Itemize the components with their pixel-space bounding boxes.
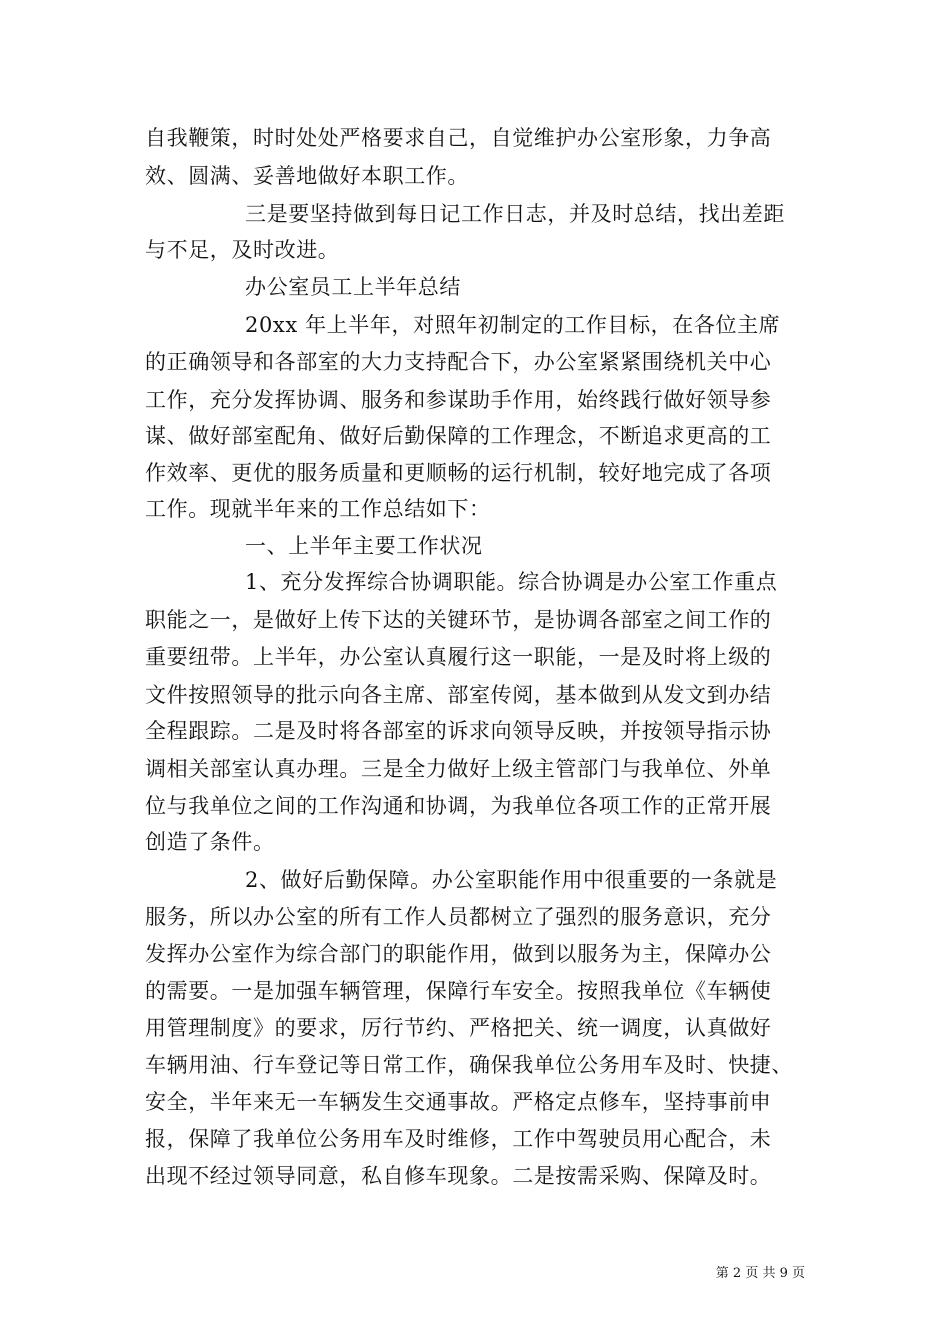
section-heading: 一、上半年主要工作状况 (245, 534, 483, 558)
text-line: 20xx 年上半年，对照年初制定的工作目标，在各位主席 (245, 313, 781, 337)
text-line: 作效率、更优的服务质量和更顺畅的运行机制，较好地完成了各项 (145, 461, 772, 485)
text-line: 工作。现就半年来的工作总结如下： (145, 497, 491, 521)
text-line: 出现不经过领导同意，私自修车现象。二是按需采购、保障及时。 (145, 1164, 772, 1188)
text-line: 谋、做好部室配角、做好后勤保障的工作理念，不断追求更高的工 (145, 424, 772, 448)
text-line: 的需要。一是加强车辆管理，保障行车安全。按照我单位《车辆使 (145, 979, 772, 1003)
text-line: 调相关部室认真办理。三是全力做好上级主管部门与我单位、外单 (145, 757, 772, 781)
text-line: 车辆用油、行车登记等日常工作，确保我单位公务用车及时、快捷、 (145, 1053, 793, 1077)
text-line: 与不足，及时改进。 (145, 238, 340, 262)
text-line: 三是要坚持做到每日记工作日志，并及时总结，找出差距 (245, 202, 785, 226)
text-line: 创造了条件。 (145, 830, 275, 854)
text-line: 全程跟踪。二是及时将各部室的诉求向领导反映，并按领导指示协 (145, 719, 772, 743)
text-line: 职能之一，是做好上传下达的关键环节，是协调各部室之间工作的 (145, 608, 772, 632)
page-number: 第 2 页 共 9 页 (715, 1266, 805, 1281)
text-line: 重要纽带。上半年，办公室认真履行这一职能，一是及时将上级的 (145, 645, 772, 669)
text-line: 2、做好后勤保障。办公室职能作用中很重要的一条就是 (245, 868, 778, 892)
text-line: 位与我单位之间的工作沟通和协调，为我单位各项工作的正常开展 (145, 794, 772, 818)
text-line: 用管理制度》的要求，厉行节约、严格把关、统一调度，认真做好 (145, 1016, 772, 1040)
text-line: 安全，半年来无一车辆发生交通事故。严格定点修车，坚持事前申 (145, 1090, 772, 1114)
section-title: 办公室员工上半年总结 (245, 275, 461, 299)
text-line: 1、充分发挥综合协调职能。综合协调是办公室工作重点 (245, 570, 778, 594)
text-line: 工作，充分发挥协调、服务和参谋助手作用，始终践行做好领导参 (145, 388, 772, 412)
text-line: 效、圆满、妥善地做好本职工作。 (145, 164, 469, 188)
text-line: 自我鞭策，时时处处严格要求自己，自觉维护办公室形象，力争高 (145, 126, 772, 150)
text-line: 文件按照领导的批示向各主席、部室传阅，基本做到从发文到办结 (145, 683, 772, 707)
text-line: 报，保障了我单位公务用车及时维修，工作中驾驶员用心配合，未 (145, 1127, 772, 1151)
text-line: 的正确领导和各部室的大力支持配合下，办公室紧紧围绕机关中心 (145, 350, 772, 374)
text-line: 发挥办公室作为综合部门的职能作用，做到以服务为主，保障办公 (145, 942, 772, 966)
text-line: 服务，所以办公室的所有工作人员都树立了强烈的服务意识，充分 (145, 905, 772, 929)
